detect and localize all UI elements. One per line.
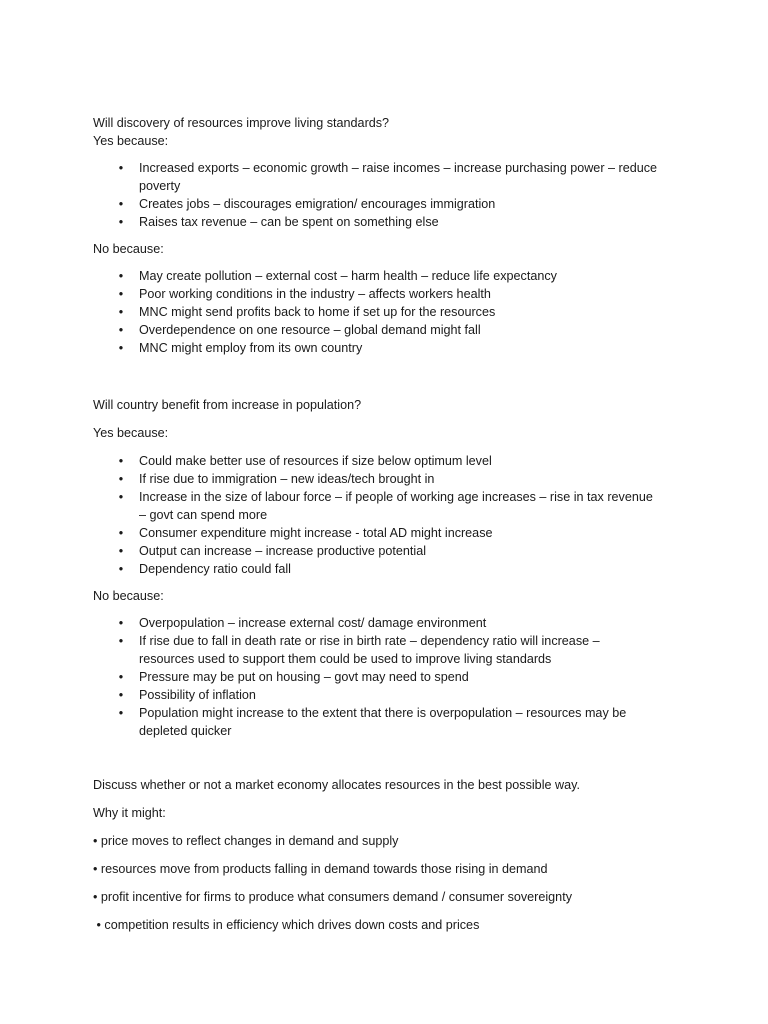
list-item [93,614,693,632]
question-2-yes-list [93,452,693,578]
list-item [93,339,693,357]
question-1-yes-list [93,159,693,231]
list-item-text: Increased exports – economic growth – raise incomes – increase purchasing power – reduce [139,161,658,175]
question-3-point: • competition results in efficiency which drives down costs and prices [93,918,480,932]
list-item-text: Increase in the size of labour force – if people of working age increases – rise in tax revenue [139,490,653,504]
list-item-text: May create pollution – external cost – harm health – reduce life expectancy [139,269,557,283]
bullet-icon: • [118,341,124,355]
list-item [93,267,693,285]
list-item [93,488,693,524]
list-item [93,668,693,686]
list-item-text: Population might increase to the extent that there is overpopulation – resources may be [139,706,627,720]
list-item-text: depleted quicker [139,724,232,738]
list-item [93,285,693,303]
list-item-text: Raises tax revenue – can be spent on something else [139,215,439,229]
question-1-yes-heading: Yes because: [93,134,169,148]
list-item-text: Output can increase – increase productive potential [139,544,427,558]
list-item-text: Overdependence on one resource – global demand might fall [139,323,481,337]
question-3-point: • profit incentive for firms to produce what consumers demand / consumer sovereignty [93,890,572,904]
list-item-text: If rise due to immigration – new ideas/tech brought in [139,472,435,486]
list-item-text: MNC might send profits back to home if set up for the resources [139,305,496,319]
bullet-icon: • [118,323,124,337]
list-item [93,195,693,213]
bullet-icon: • [118,544,124,558]
question-2-no-heading: No because: [93,589,164,603]
bullet-icon: • [118,490,124,504]
list-item [93,470,693,488]
bullet-icon: • [118,269,124,283]
question-2-section [93,396,693,740]
bullet-icon: • [118,454,124,468]
list-item-text: – govt can spend more [139,508,268,522]
question-1-no-heading: No because: [93,242,164,256]
bullet-icon: • [118,562,124,576]
list-item [93,632,693,668]
list-item-text: Dependency ratio could fall [139,562,291,576]
question-3-point: • price moves to reflect changes in demand and supply [93,834,399,848]
list-item [93,213,693,231]
question-2-no-list [93,614,693,740]
list-item-text: Creates jobs – discourages emigration/ encourages immigration [139,197,496,211]
bullet-icon: • [118,688,124,702]
question-3-title: Discuss whether or not a market economy allocates resources in the best possible way. [93,778,580,792]
bullet-icon: • [118,706,124,720]
list-item-text: Overpopulation – increase external cost/ damage environment [139,616,487,630]
list-item-text: poverty [139,179,181,193]
list-item [93,542,693,560]
bullet-icon: • [118,472,124,486]
list-item [93,452,693,470]
list-item-text: Poor working conditions in the industry – affects workers health [139,287,491,301]
list-item [93,686,693,704]
bullet-icon: • [118,215,124,229]
question-3-why-heading: Why it might: [93,806,166,820]
list-item-text: Consumer expenditure might increase - total AD might increase [139,526,493,540]
bullet-icon: • [118,526,124,540]
question-3-section [93,776,693,934]
list-item-text: resources used to support them could be used to improve living standards [139,652,552,666]
list-item-text: Pressure may be put on housing – govt may need to spend [139,670,469,684]
list-item [93,321,693,339]
bullet-icon: • [118,197,124,211]
question-2-title: Will country benefit from increase in population? [93,398,362,412]
list-item-text: Possibility of inflation [139,688,256,702]
question-3-point: • resources move from products falling in demand towards those rising in demand [93,862,548,876]
question-2-yes-heading: Yes because: [93,426,169,440]
bullet-icon: • [118,670,124,684]
bullet-icon: • [118,305,124,319]
question-1-title: Will discovery of resources improve living standards? [93,116,390,130]
list-item [93,159,693,195]
list-item [93,303,693,321]
list-item-text: If rise due to fall in death rate or rise in birth rate – dependency ratio will increase – [139,634,600,648]
list-item [93,524,693,542]
list-item-text: Could make better use of resources if size below optimum level [139,454,492,468]
list-item-text: MNC might employ from its own country [139,341,363,355]
bullet-icon: • [118,616,124,630]
list-item [93,704,693,740]
bullet-icon: • [118,634,124,648]
bullet-icon: • [118,287,124,301]
question-1-no-list [93,267,693,357]
bullet-icon: • [118,161,124,175]
question-1-section [93,114,693,357]
list-item [93,560,693,578]
